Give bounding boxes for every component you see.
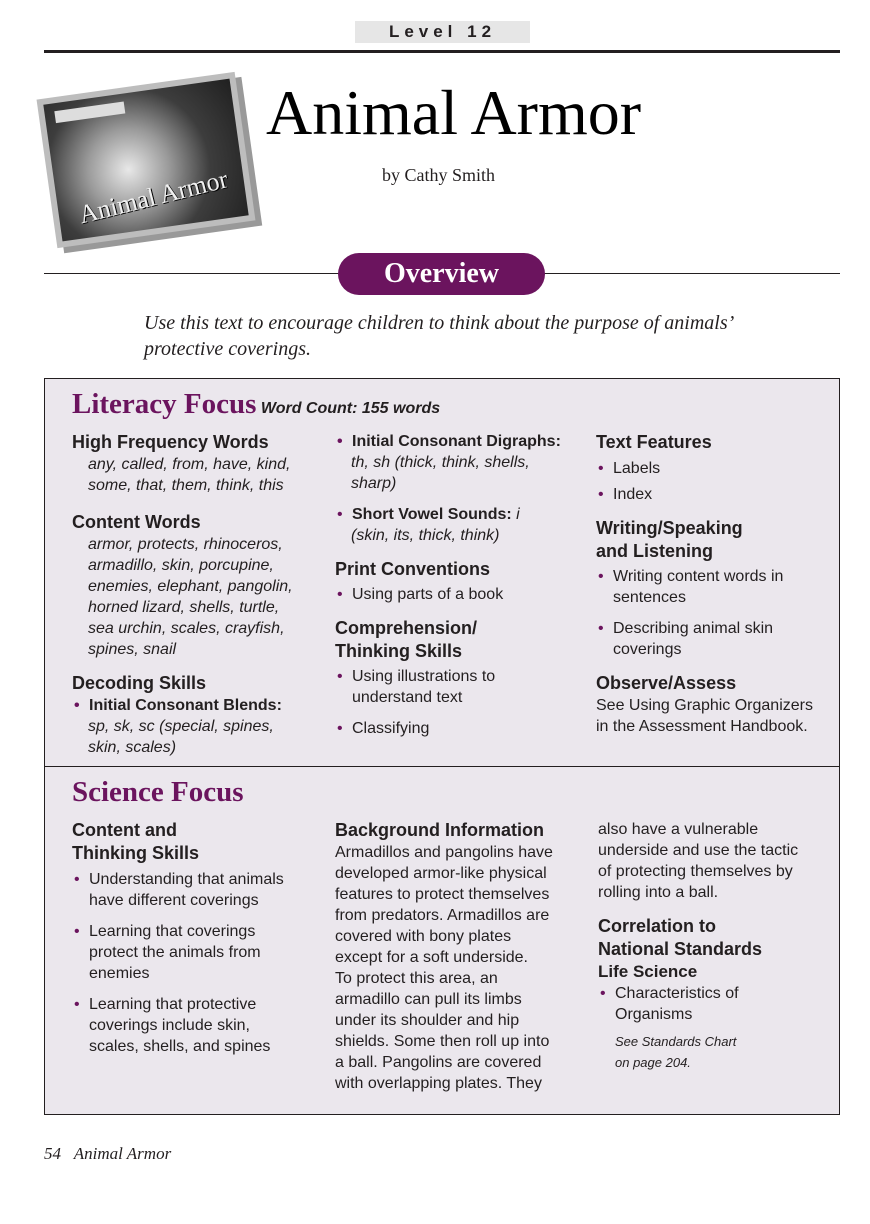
book-cover-image (37, 72, 256, 248)
text-features-heading: Text Features (596, 432, 712, 452)
cover-art (43, 79, 248, 242)
see-standards-line: See Standards Chart (615, 1034, 737, 1049)
content-words-heading: Content Words (72, 512, 201, 532)
background-line: Armadillos and pangolins have (335, 844, 553, 861)
digraphs-line: th, sh (thick, think, shells, (351, 454, 530, 471)
literacy-focus-header (72, 388, 440, 421)
background-heading: Background Information (335, 820, 545, 840)
footer-title: Animal Armor (73, 1144, 172, 1163)
content-line: horned lizard, shells, turtle, (88, 599, 280, 616)
background-line: features to protect themselves (335, 886, 550, 903)
correlation-heading: Correlation to (598, 916, 717, 936)
overview-text (144, 310, 784, 362)
hfw-line: any, called, from, have, kind, (88, 456, 291, 473)
cts-heading-2: Thinking Skills (72, 843, 200, 863)
background-line: covered with bony plates (335, 928, 512, 945)
observe-heading: Observe/Assess (596, 673, 737, 693)
content-line: enemies, elephant, pangolin, (88, 578, 293, 595)
writing-item-cont: coverings (613, 641, 682, 658)
literacy-col-1 (72, 431, 322, 758)
background-line: developed armor-like physical (335, 865, 547, 882)
blends-line: sp, sk, sc (special, spines, (88, 718, 274, 735)
text-feature-item: • Labels (596, 458, 836, 479)
background-line: from predators. Armadillos are (335, 907, 550, 924)
content-line: armor, protects, rhinoceros, (88, 536, 283, 553)
background-line: with overlapping plates. They (335, 1075, 542, 1092)
level-label: Level 12 (355, 21, 530, 43)
page-number: 54 (44, 1144, 61, 1163)
content-line: armadillo, skin, porcupine, (88, 557, 274, 574)
blends-line: skin, scales) (88, 739, 177, 756)
background-cont-line: also have a vulnerable (598, 821, 759, 838)
cts-item-cont: protect the animals from (89, 944, 261, 961)
short-vowel-letter: i (516, 506, 520, 523)
cts-heading: Content and (72, 820, 177, 840)
hfw-line: some, that, them, think, this (88, 477, 284, 494)
page-footer (44, 1144, 171, 1164)
blends-label: • Initial Consonant Blends: (72, 695, 322, 716)
comp-item: • Classifying (335, 718, 585, 739)
page-title: Animal Armor (266, 77, 642, 148)
cover-series-label (54, 102, 125, 124)
short-vowel-line: (skin, its, thick, think) (351, 527, 500, 544)
observe-line: See Using Graphic Organizers (596, 697, 813, 714)
hfw-heading: High Frequency Words (72, 432, 269, 452)
literacy-col-2 (335, 431, 585, 739)
background-line: armadillo can pull its limbs (335, 991, 522, 1008)
comprehension-heading: Comprehension/ (335, 618, 478, 638)
top-rule (44, 50, 840, 53)
background-cont-line: of protecting themselves by (598, 863, 793, 880)
overview-line: Use this text to encourage children to think about the purpose of animals’ (144, 312, 735, 334)
cts-item: • Understanding that animals (72, 869, 322, 890)
byline: by Cathy Smith (382, 165, 496, 185)
background-line: under its shoulder and hip (335, 1012, 520, 1029)
literacy-focus-title: Literacy Focus (72, 388, 257, 420)
print-item: • Using parts of a book (335, 584, 585, 605)
print-conventions-heading: Print Conventions (335, 559, 491, 579)
background-cont-line: rolling into a ball. (598, 884, 719, 901)
cts-item-cont: scales, shells, and spines (89, 1038, 271, 1055)
literacy-col-3 (596, 431, 836, 737)
science-col-1 (72, 819, 322, 1057)
background-line: To protect this area, an (335, 970, 498, 987)
writing-heading-2: and Listening (596, 541, 713, 561)
science-col-3 (598, 819, 838, 1073)
cts-item: • Learning that protective (72, 994, 322, 1015)
word-count: Word Count: 155 words (260, 400, 441, 417)
overview-heading: Overview (338, 253, 545, 295)
overview-line: protective coverings. (144, 338, 311, 360)
life-science-item-cont: Organisms (615, 1006, 693, 1023)
writing-heading: Writing/Speaking (596, 518, 743, 538)
observe-line: in the Assessment Handbook. (596, 718, 808, 735)
comp-item: • Using illustrations to (335, 666, 585, 687)
short-vowel-label: Short Vowel Sounds: (352, 506, 512, 523)
content-line: sea urchin, scales, crayfish, (88, 620, 285, 637)
cts-item: • Learning that coverings (72, 921, 322, 942)
short-vowel-item (335, 504, 585, 525)
comp-item-cont: understand text (352, 689, 463, 706)
background-cont-line: underside and use the tactic (598, 842, 799, 859)
digraphs-label: • Initial Consonant Digraphs: (335, 431, 585, 452)
cts-item-cont: enemies (89, 965, 150, 982)
background-line: a ball. Pangolins are covered (335, 1054, 542, 1071)
life-science-heading: Life Science (598, 962, 698, 981)
panel-divider (44, 766, 840, 767)
science-col-2 (335, 819, 585, 1094)
decoding-heading: Decoding Skills (72, 673, 207, 693)
cts-item-cont: coverings include skin, (89, 1017, 250, 1034)
writing-item-cont: sentences (613, 589, 686, 606)
background-line: except for a soft underside. (335, 949, 528, 966)
comprehension-heading-2: Thinking Skills (335, 641, 463, 661)
content-line: spines, snail (88, 641, 177, 658)
correlation-heading-2: National Standards (598, 939, 763, 959)
cts-item-cont: have different coverings (89, 892, 259, 909)
see-standards-line: on page 204. (615, 1055, 691, 1070)
science-focus-title: Science Focus (72, 776, 244, 808)
cover-title: Animal Armor (75, 164, 231, 230)
background-line: shields. Some then roll up into (335, 1033, 550, 1050)
digraphs-line: sharp) (351, 475, 397, 492)
writing-item: • Writing content words in (596, 566, 836, 587)
text-feature-item: • Index (596, 484, 836, 505)
writing-item: • Describing animal skin (596, 618, 836, 639)
life-science-item: • Characteristics of (598, 983, 838, 1004)
